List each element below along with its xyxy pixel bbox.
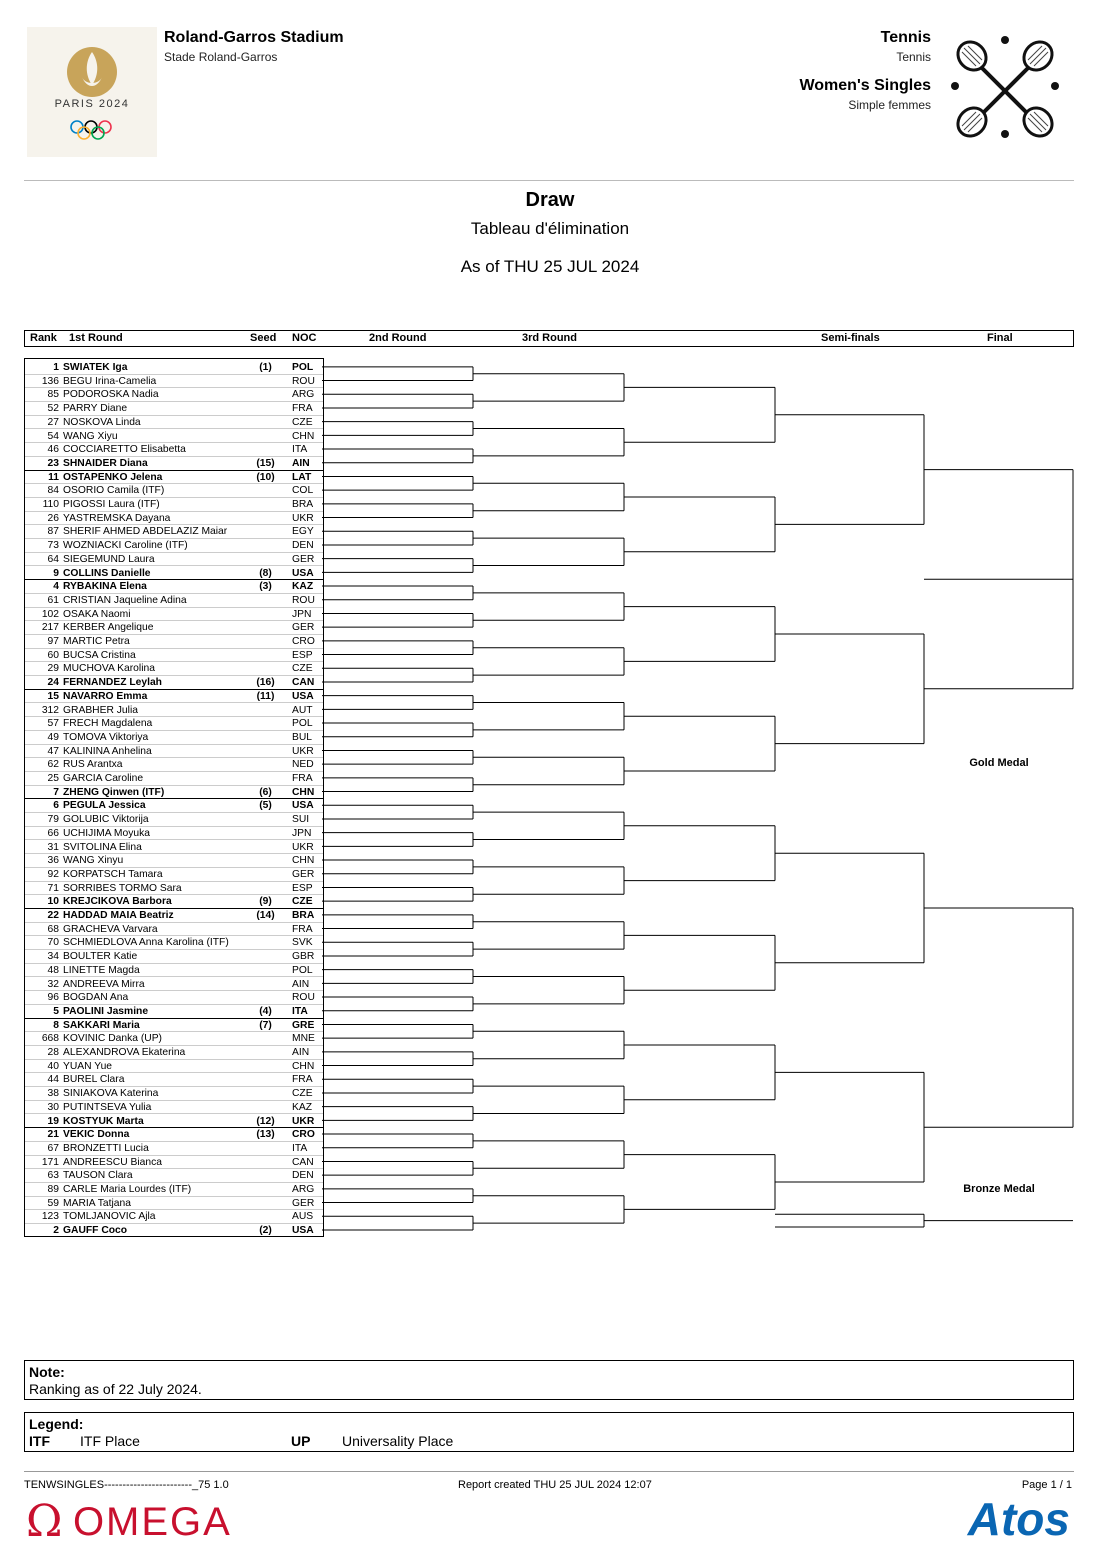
player-rank: 30 [47, 1101, 59, 1113]
player-rank: 11 [48, 471, 59, 483]
player-name: GOLUBIC Viktorija [63, 814, 149, 826]
player-noc: CHN [292, 430, 315, 442]
player-name: COCCIARETTO Elisabetta [63, 444, 186, 456]
player-name: YASTREMSKA Dayana [63, 512, 171, 524]
player-noc: AIN [292, 1047, 310, 1058]
col-first-round: 1st Round [69, 332, 123, 344]
player-name: BOULTER Katie [63, 951, 138, 963]
player-noc: FRA [292, 773, 313, 784]
player-name: SHNAIDER Diana [63, 457, 148, 469]
player-rank: 25 [47, 773, 59, 784]
player-noc: AUS [292, 1211, 314, 1223]
player-rank: 66 [47, 827, 59, 839]
logo-text: PARIS 2024 [54, 98, 130, 110]
player-name: PARRY Diane [63, 403, 128, 415]
venue-subtitle: Stade Roland-Garros [164, 50, 278, 64]
player-name: TOMOVA Viktoriya [63, 731, 149, 743]
player-noc: SVK [292, 937, 313, 949]
player-name: MARTIC Petra [63, 636, 130, 647]
player-name: SAKKARI Maria [63, 1019, 140, 1031]
player-rank: 64 [47, 553, 59, 565]
player-rank: 27 [47, 416, 59, 428]
as-of-date: As of THU 25 JUL 2024 [460, 257, 640, 276]
player-name: KOSTYUK Marta [63, 1115, 144, 1127]
player-name: SORRIBES TORMO Sara [63, 882, 182, 894]
player-noc: JPN [292, 827, 312, 839]
player-rank: 36 [47, 855, 59, 867]
player-rank: 23 [47, 457, 59, 469]
player-seed: (10) [256, 471, 275, 483]
player-name: KOVINIC Danka (UP) [63, 1033, 162, 1045]
player-noc: KAZ [292, 1101, 313, 1113]
player-noc: FRA [292, 923, 313, 935]
col-semi-finals: Semi-finals [821, 332, 880, 344]
player-rank: 123 [41, 1211, 59, 1223]
player-noc: EGY [292, 526, 314, 538]
player-rank: 71 [47, 882, 59, 894]
player-rank: 4 [53, 581, 59, 593]
player-rank: 84 [47, 485, 59, 497]
player-noc: CRO [292, 636, 315, 647]
player-noc: JPN [292, 608, 312, 620]
player-name: GAUFF Coco [63, 1225, 128, 1237]
player-name: MUCHOVA Karolina [63, 663, 155, 675]
player-seed: (12) [256, 1115, 275, 1127]
player-name: KORPATSCH Tamara [63, 868, 163, 880]
player-name: SIEGEMUND Laura [63, 553, 155, 565]
player-noc: COL [292, 485, 314, 497]
player-rank: 73 [47, 540, 59, 552]
player-rank: 79 [47, 814, 59, 826]
player-seed: (8) [259, 567, 272, 579]
player-noc: CZE [292, 896, 313, 908]
player-rank: 57 [47, 718, 59, 730]
player-rank: 8 [53, 1019, 59, 1031]
player-rank: 61 [47, 594, 59, 606]
player-rank: 34 [47, 951, 59, 963]
player-rank: 47 [47, 745, 59, 757]
player-rank: 2 [53, 1225, 59, 1237]
player-rank: 70 [47, 937, 59, 949]
player-seed: (7) [259, 1019, 272, 1031]
player-noc: CAN [292, 1156, 314, 1168]
player-name: PAOLINI Jasmine [63, 1005, 149, 1017]
player-noc: USA [292, 567, 314, 579]
player-name: GRABHER Julia [63, 704, 138, 716]
note-box [24, 1360, 1074, 1400]
note-text: Ranking as of 22 July 2024. [29, 1381, 202, 1397]
col-second-round: 2nd Round [369, 332, 427, 344]
player-noc: ROU [292, 594, 315, 606]
player-rank: 217 [41, 622, 59, 634]
player-seed: (6) [259, 786, 272, 798]
player-rank: 92 [47, 868, 59, 880]
player-name: PEGULA Jessica [63, 800, 146, 812]
page-subtitle: Tableau d'élimination [470, 219, 630, 238]
player-name: GARCIA Caroline [63, 773, 144, 784]
player-noc: FRA [292, 403, 313, 415]
player-noc: UKR [292, 745, 314, 757]
player-name: BOGDAN Ana [63, 992, 129, 1004]
player-noc: LAT [292, 471, 312, 483]
note-label: Note: [29, 1364, 65, 1380]
player-rank: 19 [47, 1115, 59, 1127]
player-rank: 6 [53, 800, 59, 812]
player-name: PUTINTSEVA Yulia [63, 1101, 152, 1113]
player-name: SHERIF AHMED ABDELAZIZ Maiar [63, 526, 228, 538]
atos-logo: Atos [967, 1493, 1070, 1545]
col-rank: Rank [30, 332, 57, 344]
player-rank: 28 [47, 1047, 59, 1058]
player-noc: FRA [292, 1074, 313, 1086]
omega-wordmark: OMEGA [72, 1500, 232, 1544]
page-title: Draw [525, 189, 575, 211]
player-noc: BUL [292, 731, 313, 743]
omega-symbol-icon: Ω [26, 1496, 63, 1547]
player-noc: CAN [292, 677, 315, 689]
legend-code-itf: ITF [29, 1433, 50, 1449]
player-name: VEKIC Donna [63, 1129, 130, 1141]
player-name: FERNANDEZ Leylah [63, 677, 162, 689]
player-noc: AIN [292, 978, 310, 990]
player-rank: 49 [47, 731, 59, 743]
player-name: PODOROSKA Nadia [63, 389, 159, 401]
footer-divider [24, 1471, 1074, 1472]
legend-code-up: UP [291, 1433, 311, 1449]
player-rank: 63 [47, 1170, 59, 1182]
player-name: SCHMIEDLOVA Anna Karolina (ITF) [63, 937, 229, 949]
player-name: YUAN Yue [63, 1060, 113, 1072]
player-rank: 60 [47, 649, 59, 661]
player-noc: CHN [292, 855, 315, 867]
player-name: BUCSA Cristina [63, 649, 136, 661]
player-noc: DEN [292, 540, 314, 552]
player-name: LINETTE Magda [63, 964, 140, 976]
player-rank: 89 [47, 1184, 59, 1195]
player-name: RYBAKINA Elena [63, 581, 147, 593]
player-noc: KAZ [292, 581, 314, 593]
player-rank: 52 [47, 403, 59, 415]
player-noc: DEN [292, 1170, 314, 1182]
player-noc: UKR [292, 841, 314, 853]
player-noc: GER [292, 622, 315, 634]
player-seed: (13) [256, 1129, 275, 1141]
player-name: MARIA Tatjana [63, 1197, 131, 1209]
player-rank: 22 [47, 910, 59, 921]
player-rank: 7 [53, 786, 59, 798]
player-name: WOZNIACKI Caroline (ITF) [63, 540, 188, 552]
player-name: SWIATEK Iga [63, 362, 128, 373]
player-noc: ARG [292, 1184, 315, 1195]
player-name: PIGOSSI Laura (ITF) [63, 499, 160, 510]
player-rank: 38 [47, 1088, 59, 1100]
player-rank: 102 [41, 608, 59, 620]
player-noc: POL [292, 964, 313, 976]
player-seed: (5) [259, 800, 272, 812]
event-title: Women's Singles [799, 77, 931, 94]
player-noc: ROU [292, 992, 315, 1004]
player-name: KALININA Anhelina [63, 745, 152, 757]
player-rank: 68 [47, 923, 59, 935]
player-name: SVITOLINA Elina [63, 841, 142, 853]
player-seed: (11) [256, 690, 275, 702]
legend-label: Legend: [29, 1416, 84, 1432]
player-rank: 85 [47, 389, 59, 401]
player-noc: GER [292, 868, 315, 880]
player-noc: USA [292, 690, 314, 702]
player-name: TOMLJANOVIC Ajla [63, 1211, 156, 1223]
player-name: BUREL Clara [63, 1074, 125, 1086]
player-rank: 97 [47, 636, 59, 647]
player-rank: 32 [47, 978, 59, 990]
player-rank: 1 [53, 362, 59, 373]
player-rank: 48 [47, 964, 59, 976]
player-noc: CZE [292, 663, 313, 675]
player-noc: AIN [292, 457, 310, 469]
bronze-medal-label: Bronze Medal [963, 1183, 1035, 1195]
gold-medal-label: Gold Medal [969, 757, 1029, 769]
player-noc: ESP [292, 649, 313, 661]
player-noc: NED [292, 759, 314, 771]
player-noc: UKR [292, 1115, 315, 1127]
player-noc: ARG [292, 389, 315, 401]
sport-title: Tennis [880, 29, 931, 46]
omega-logo [26, 1496, 232, 1547]
player-rank: 59 [47, 1197, 59, 1209]
player-rank: 171 [41, 1156, 59, 1168]
player-noc: ESP [292, 882, 313, 894]
player-noc: AUT [292, 704, 313, 716]
player-rank: 87 [47, 526, 59, 538]
player-rank: 26 [47, 512, 59, 524]
player-name: COLLINS Danielle [63, 567, 151, 579]
player-name: RUS Arantxa [63, 759, 123, 771]
legend-box [24, 1412, 1074, 1452]
player-name: OSTAPENKO Jelena [63, 471, 163, 483]
player-noc: SUI [292, 814, 310, 826]
player-name: TAUSON Clara [63, 1170, 133, 1182]
player-seed: (4) [259, 1005, 272, 1017]
player-rank: 31 [47, 841, 59, 853]
player-seed: (1) [259, 362, 272, 373]
player-name: CARLE Maria Lourdes (ITF) [63, 1184, 192, 1195]
player-noc: GBR [292, 951, 315, 963]
player-rank: 29 [47, 663, 59, 675]
player-name: BEGU Irina-Camelia [63, 375, 157, 387]
player-name: BRONZETTI Lucia [63, 1142, 149, 1154]
player-name: ANDREEVA Mirra [63, 978, 145, 990]
player-noc: MNE [292, 1033, 315, 1045]
player-rank: 54 [47, 430, 59, 442]
player-name: WANG Xinyu [63, 855, 124, 867]
player-noc: CZE [292, 1088, 313, 1100]
player-rank: 5 [53, 1005, 59, 1017]
sport-subtitle: Tennis [896, 50, 931, 64]
player-seed: (3) [259, 581, 272, 593]
player-rank: 312 [41, 704, 59, 716]
player-seed: (15) [256, 457, 275, 469]
player-name: ANDREESCU Bianca [63, 1156, 162, 1168]
player-name: SINIAKOVA Katerina [63, 1088, 159, 1100]
col-third-round: 3rd Round [522, 332, 577, 344]
player-name: UCHIJIMA Moyuka [63, 827, 150, 839]
player-rank: 44 [47, 1074, 59, 1086]
player-noc: UKR [292, 512, 314, 524]
player-rank: 668 [41, 1033, 59, 1045]
event-subtitle: Simple femmes [848, 98, 931, 112]
player-rank: 136 [41, 375, 59, 387]
player-noc: ITA [292, 444, 308, 456]
player-rank: 24 [47, 677, 59, 689]
col-noc: NOC [292, 332, 317, 344]
col-final: Final [987, 332, 1013, 344]
player-name: KERBER Angelique [63, 622, 154, 634]
player-name: OSAKA Naomi [63, 608, 131, 620]
player-rank: 96 [47, 992, 59, 1004]
player-rank: 21 [47, 1129, 59, 1141]
report-code: TENWSINGLES------------------------_75 1.0 [24, 1479, 229, 1491]
report-created: Report created THU 25 JUL 2024 12:07 [458, 1479, 652, 1491]
player-seed: (16) [256, 677, 275, 689]
player-noc: CZE [292, 416, 313, 428]
player-noc: USA [292, 800, 314, 812]
player-noc: ROU [292, 375, 315, 387]
player-noc: ITA [292, 1142, 308, 1154]
player-name: NAVARRO Emma [63, 690, 148, 702]
player-rank: 110 [42, 499, 59, 510]
col-seed: Seed [250, 332, 277, 344]
player-name: ALEXANDROVA Ekaterina [63, 1047, 186, 1058]
player-name: GRACHEVA Varvara [63, 923, 158, 935]
player-rank: 15 [47, 690, 59, 702]
player-rank: 40 [47, 1060, 59, 1072]
player-noc: CHN [292, 786, 315, 798]
player-name: ZHENG Qinwen (ITF) [63, 786, 165, 798]
player-noc: ITA [292, 1005, 308, 1017]
player-name: KREJCIKOVA Barbora [63, 896, 172, 908]
page-number: Page 1 / 1 [1021, 1479, 1072, 1491]
legend-desc-up: Universality Place [342, 1433, 454, 1449]
player-rank: 62 [47, 759, 59, 771]
player-noc: BRA [292, 910, 315, 921]
player-name: NOSKOVA Linda [63, 416, 141, 428]
player-noc: POL [292, 718, 313, 730]
player-name: FRECH Magdalena [63, 718, 153, 730]
player-noc: CHN [292, 1060, 315, 1072]
player-seed: (2) [259, 1225, 272, 1237]
player-rank: 46 [47, 444, 59, 456]
player-seed: (9) [259, 896, 272, 908]
player-rank: 67 [47, 1142, 59, 1154]
player-noc: USA [292, 1225, 314, 1237]
player-rank: 10 [47, 896, 59, 908]
player-noc: BRA [292, 499, 314, 510]
player-name: HADDAD MAIA Beatriz [63, 910, 174, 921]
player-noc: CRO [292, 1129, 315, 1141]
venue-title: Roland-Garros Stadium [164, 29, 344, 46]
player-noc: GRE [292, 1019, 315, 1031]
player-rank: 9 [53, 567, 59, 579]
legend-desc-itf: ITF Place [80, 1433, 140, 1449]
player-name: OSORIO Camila (ITF) [63, 485, 165, 497]
player-name: CRISTIAN Jaqueline Adina [63, 594, 187, 606]
player-noc: GER [292, 553, 315, 565]
player-noc: POL [292, 362, 314, 373]
player-noc: GER [292, 1197, 315, 1209]
player-seed: (14) [256, 910, 275, 921]
player-name: WANG Xiyu [63, 430, 118, 442]
